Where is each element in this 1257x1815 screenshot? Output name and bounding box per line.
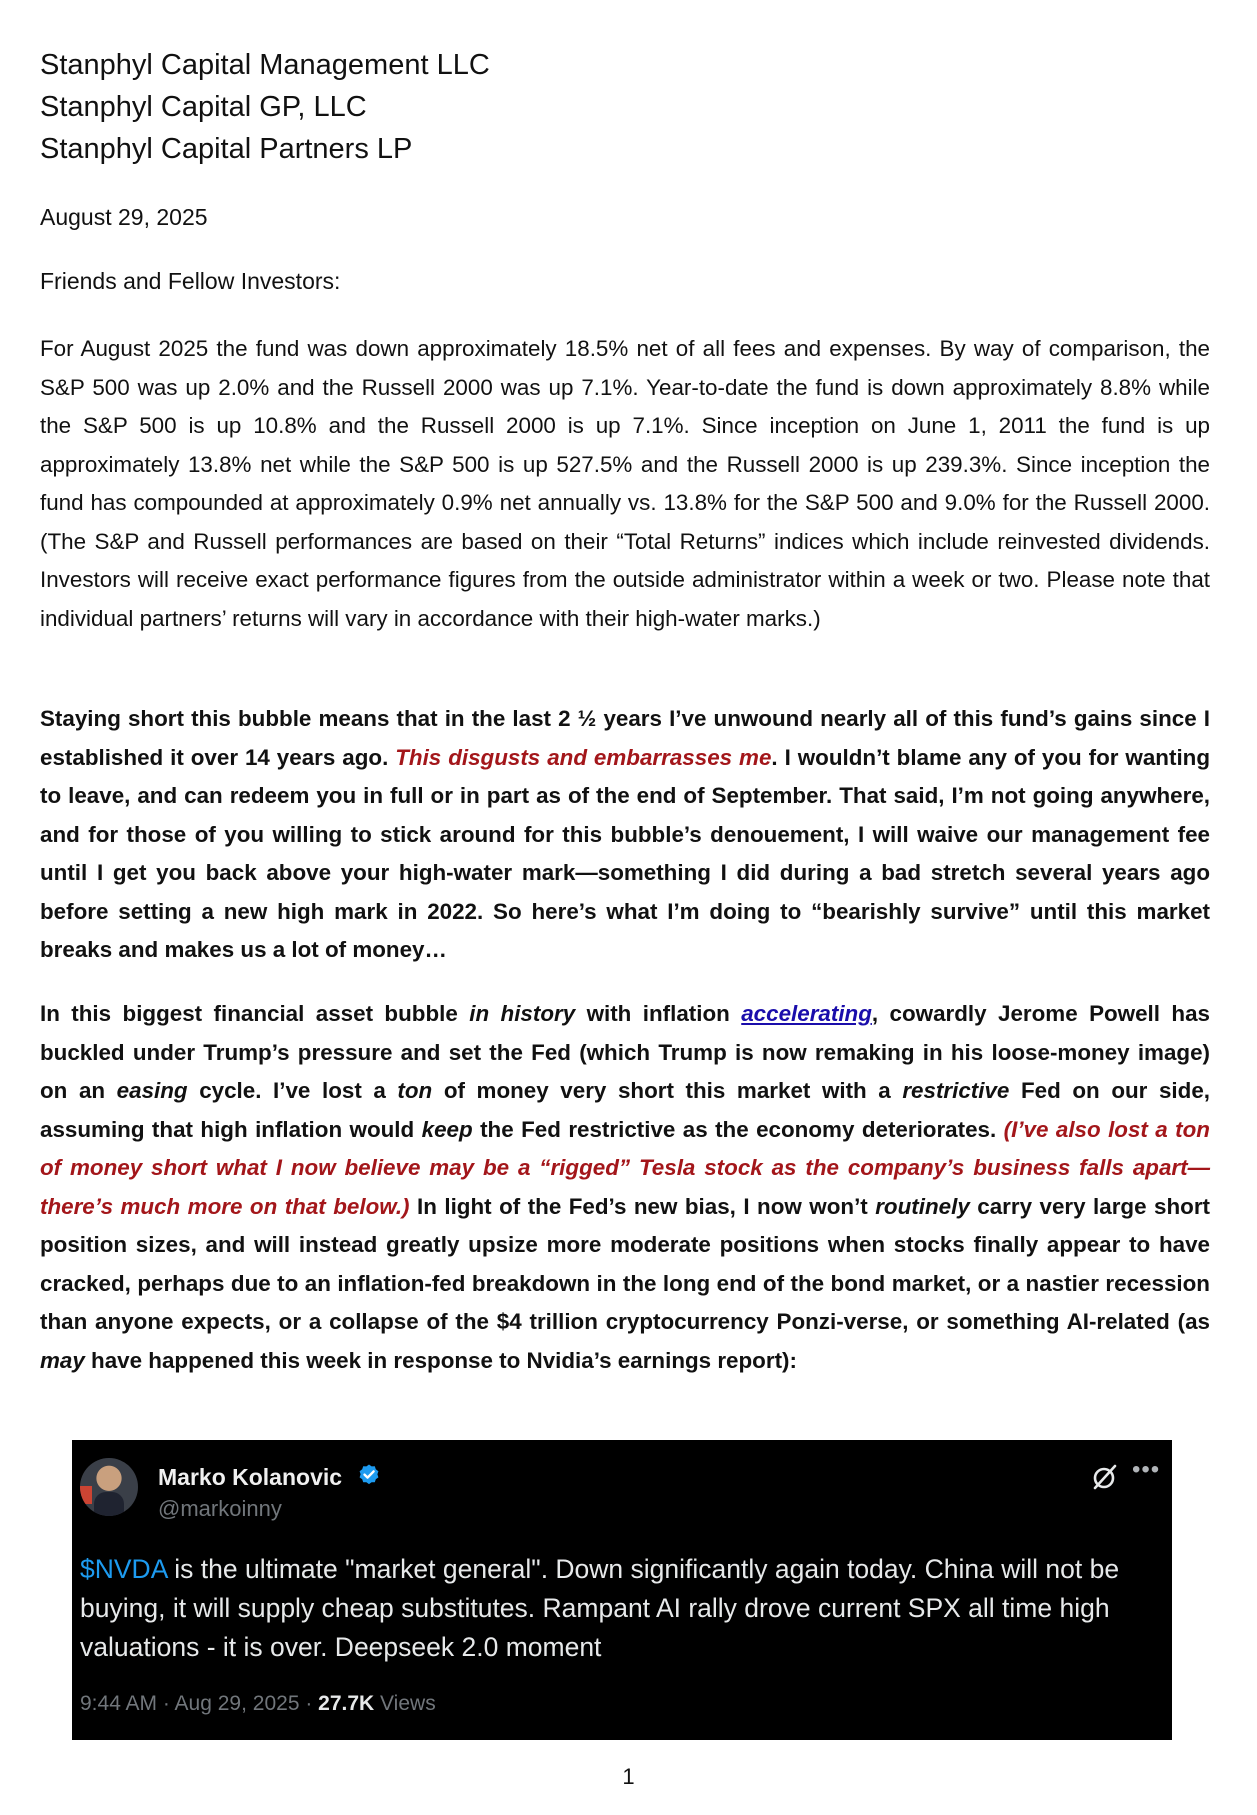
header-company-1: Stanphyl Capital Management LLC xyxy=(40,49,490,81)
tweet-timestamp[interactable]: 9:44 AM · Aug 29, 2025 · xyxy=(80,1692,319,1715)
tweet-body-text: is the ultimate "market general". Down significantly again today. China will not be buying, it will supply cheap substitutes. Rampant AI rally drove current SPX all time high valuations - it is over. Deepseek 2.0 moment xyxy=(80,1554,1120,1662)
fed-italic-3: ton xyxy=(397,1078,433,1103)
salutation: Friends and Fellow Investors: xyxy=(40,268,341,294)
avatar[interactable] xyxy=(80,1458,138,1516)
header-company-3: Stanphyl Capital Partners LP xyxy=(40,133,413,165)
tweet-views-label: Views xyxy=(374,1692,436,1715)
cashtag-link[interactable]: $NVDA xyxy=(80,1554,167,1584)
fed-text-i: carry very large short position sizes, and will instead greatly upsize more moderate positions when stocks finally appear to have cracked, perhaps due to an inflation-fed breakdown in the long end of the bond market, or a nastier recession than anyone expects, or a collapse of the $4 trillion cryptocurrency Ponzi-verse, or something AI-related (as xyxy=(40,1193,1211,1334)
fed-paragraph xyxy=(40,995,1210,1380)
avatar-suit-shape xyxy=(94,1492,124,1516)
bubble-text-1: Staying short this bubble means that in the last 2 ½ years I’ve unwound nearly all of this fund’s gains since I established it over 14 years ago. xyxy=(40,706,1210,770)
fed-text-b: with inflation xyxy=(575,1001,742,1026)
more-options-icon[interactable]: ••• xyxy=(1132,1456,1161,1483)
flag-badge-icon xyxy=(80,1486,92,1504)
fed-italic-6: routinely xyxy=(875,1193,970,1219)
tweet-meta xyxy=(80,1692,436,1716)
fed-text-h: In light of the Fed’s new bias, I now won’t xyxy=(409,1193,876,1219)
fed-italic-4: restrictive xyxy=(902,1078,1010,1103)
tweet-text xyxy=(80,1550,1160,1667)
bubble-highlight: This disgusts and embarrasses me xyxy=(395,744,772,770)
letter-date: August 29, 2025 xyxy=(40,204,208,230)
tweet-handle[interactable]: @markoinny xyxy=(158,1496,282,1521)
fed-text-d: cycle. I’ve lost a xyxy=(187,1078,398,1103)
embedded-tweet[interactable] xyxy=(72,1440,1172,1740)
fed-italic-7: may xyxy=(40,1347,85,1373)
fed-text-f: Fed on our side, assuming that high inflation would xyxy=(40,1078,1210,1142)
fed-italic-1: in history xyxy=(469,1001,576,1026)
page-number: 1 xyxy=(622,1764,635,1789)
bubble-text-2: . I wouldn’t blame any of you for wanting to leave, and can redeem you in full or in part as of the end of September. That said, I’m not going anywhere, and for those of you willing to stick around for this bubble’s denouement, I will waive our management fee until I get you back above your high-water mark—something I did during a bad stretch several years ago before setting a new high mark in 2022. So here’s what I’m doing to “bearishly survive” until this market breaks and makes us a lot of money… xyxy=(40,744,1211,962)
fed-text-g: the Fed restrictive as the economy deteriorates. xyxy=(472,1116,1004,1142)
tweet-author-name[interactable]: Marko Kolanovic xyxy=(158,1464,343,1490)
fed-italic-2: easing xyxy=(116,1078,188,1103)
tesla-highlight: (I’ve also lost a ton of money short what I now believe may be a “rigged” Tesla stock as the company’s business falls apart—there’s much more on that below.) xyxy=(40,1116,1210,1219)
bubble-paragraph xyxy=(40,700,1210,970)
fed-text-c: , cowardly Jerome Powell has buckled under Trump’s pressure and set the Fed (which Trump is now remaking in his loose-money image) on an xyxy=(40,1001,1210,1103)
header-company-2: Stanphyl Capital GP, LLC xyxy=(40,91,367,123)
verified-badge-icon xyxy=(357,1463,381,1487)
accelerating-link[interactable]: accelerating xyxy=(741,1001,872,1026)
fed-italic-5: keep xyxy=(421,1116,473,1142)
grok-icon[interactable] xyxy=(1090,1462,1120,1492)
fed-text-e: of money very short this market with a xyxy=(432,1078,903,1103)
tweet-views-count: 27.7K xyxy=(318,1692,375,1715)
performance-paragraph: For August 2025 the fund was down approximately 18.5% net of all fees and expenses. By way of comparison, the S&P 500 was up 2.0% and the Russell 2000 was up 7.1%. Year-to-date the fund is down approximately 8.8% while the S&P 500 is up 10.8% and the Russell 2000 is up 7.1%. Since inception on June 1, 2011 the fund is up approximately 13.8% net while the S&P 500 is up 527.5% and the Russell 2000 is up 239.3%. Since inception the fund has compounded at approximately 0.9% net annually vs. 13.8% for the S&P 500 and 9.0% for the Russell 2000. (The S&P and Russell performances are based on their “Total Returns” indices which include reinvested dividends. Investors will receive exact performance figures from the outside administrator within a week or two. Please note that individual partners’ returns will vary in accordance with their high-water marks.) xyxy=(40,336,1210,631)
fed-text-a: In this biggest financial asset bubble xyxy=(40,1001,470,1026)
fed-text-j: have happened this week in response to Nvidia’s earnings report): xyxy=(84,1347,797,1373)
